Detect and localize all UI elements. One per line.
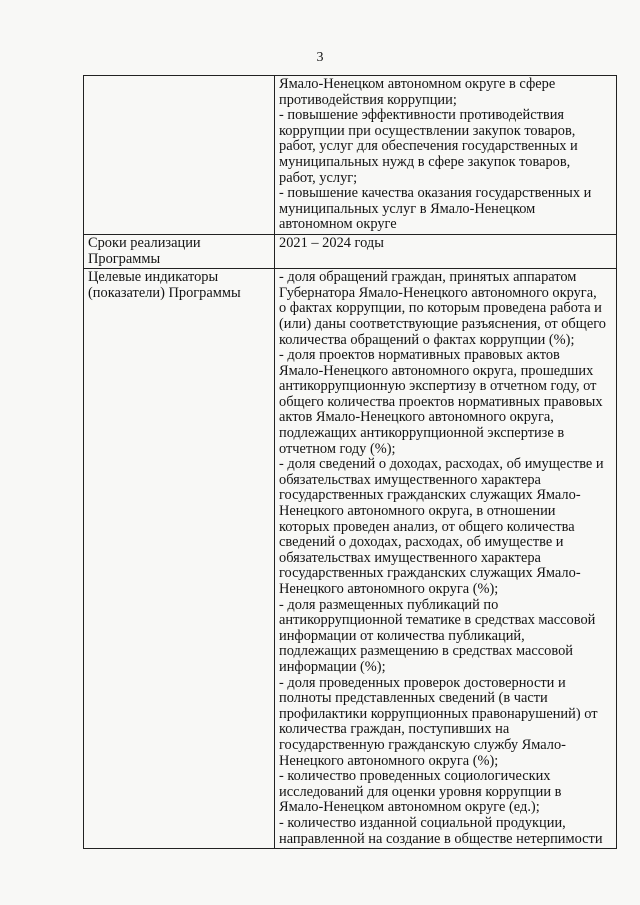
- text-line: сведений о доходах, расходах, об имуществе и: [279, 534, 564, 551]
- text-line: антикоррупционной тематике в средствах массовой: [279, 612, 596, 629]
- text-line: муниципальных нужд в сфере закупок товаров,: [279, 153, 571, 170]
- text-line: актов Ямало-Ненецкого автономного округа,: [279, 409, 554, 426]
- text-line: - доля проведенных проверок достоверности и: [279, 674, 566, 691]
- text-line: о фактах коррупции, по которым проведена работа и: [279, 300, 602, 317]
- text-line: общего количества проектов нормативных правовых: [279, 393, 603, 410]
- text-line: информации от количества публикаций,: [279, 627, 525, 644]
- text-line: государственных гражданских служащих Ямало-: [279, 487, 581, 504]
- text-line: коррупции при осуществлении закупок товаров,: [279, 122, 576, 139]
- text-line: Ямало-Ненецком автономном округе в сфере: [279, 76, 556, 92]
- text-line: которых проведен анализ, от общего количества: [279, 518, 575, 535]
- text-line: 2021 – 2024 годы: [279, 234, 384, 251]
- text-line: Программы: [88, 250, 161, 267]
- text-line: количества обращений о фактах коррупции (%);: [279, 331, 575, 348]
- program-passport-table: [83, 75, 617, 849]
- row-value-cell: [275, 234, 617, 268]
- text-line: Ненецкого автономного округа, в отношении: [279, 503, 556, 520]
- page-number: 3: [316, 50, 324, 65]
- text-line: обязательствах имущественного характера: [279, 549, 541, 566]
- text-line: количества граждан, поступивших на: [279, 721, 510, 738]
- text-line: государственную гражданскую службу Ямало-: [279, 736, 566, 753]
- text-line: Сроки реализации: [88, 234, 201, 251]
- text-line: отчетном году (%);: [279, 440, 396, 457]
- text-line: - повышение качества оказания государственных и: [279, 185, 592, 202]
- text-line: профилактики коррупционных правонарушений) от: [279, 705, 598, 722]
- text-line: противодействия коррупции;: [279, 91, 457, 108]
- row-label-cell: [84, 269, 275, 849]
- text-line: автономном округе: [279, 216, 397, 233]
- text-line: направленной на создание в обществе нетерпимости: [279, 830, 603, 847]
- text-line: (или) даны соответствующие разъяснения, от общего: [279, 315, 606, 332]
- text-line: работ, услуг;: [279, 169, 358, 186]
- text-line: Ненецкого автономного округа (%);: [279, 581, 499, 597]
- text-line: полноты представленных сведений (в части: [279, 690, 548, 707]
- text-line: государственных гражданских служащих Ямало-: [279, 565, 581, 582]
- text-line: - повышение эффективности противодействия: [279, 107, 565, 124]
- row-value-cell: [275, 269, 617, 849]
- text-line: Ямало-Ненецкого автономного округа, прошедших: [279, 362, 594, 379]
- text-line: (показатели) Программы: [88, 284, 241, 301]
- text-line: Губернатора Ямало-Ненецкого автономного округа,: [279, 284, 597, 301]
- text-line: информации (%);: [279, 658, 386, 675]
- text-line: - количество проведенных социологических: [279, 768, 551, 785]
- row-label-cell: [84, 76, 275, 235]
- table-row: [84, 269, 617, 849]
- text-line: антикоррупционную экспертизу в отчетном году, от: [279, 378, 597, 395]
- table-row: [84, 234, 617, 268]
- text-line: - доля сведений о доходах, расходах, об имуществе и: [279, 456, 604, 473]
- text-line: Ямало-Ненецком автономном округе (ед.);: [279, 799, 540, 816]
- text-line: - количество изданной социальной продукции,: [279, 814, 566, 831]
- text-line: исследований для оценки уровня коррупции в: [279, 783, 562, 800]
- text-line: Целевые индикаторы: [88, 269, 219, 286]
- text-line: - доля проектов нормативных правовых актов: [279, 347, 560, 364]
- text-line: работ, услуг для обеспечения государственных и: [279, 138, 578, 155]
- text-line: подлежащих антикоррупционной экспертизе в: [279, 425, 565, 442]
- row-label-cell: [84, 234, 275, 268]
- text-line: - доля размещенных публикаций по: [279, 596, 499, 613]
- text-line: подлежащих размещению в средствах массовой: [279, 643, 573, 660]
- text-line: муниципальных услуг в Ямало-Ненецком: [279, 200, 536, 217]
- row-value-cell: [275, 76, 617, 235]
- text-line: Ненецкого автономного округа (%);: [279, 752, 499, 769]
- table-row: [84, 76, 617, 235]
- text-line: - доля обращений граждан, принятых аппаратом: [279, 269, 577, 286]
- text-line: обязательствах имущественного характера: [279, 471, 541, 488]
